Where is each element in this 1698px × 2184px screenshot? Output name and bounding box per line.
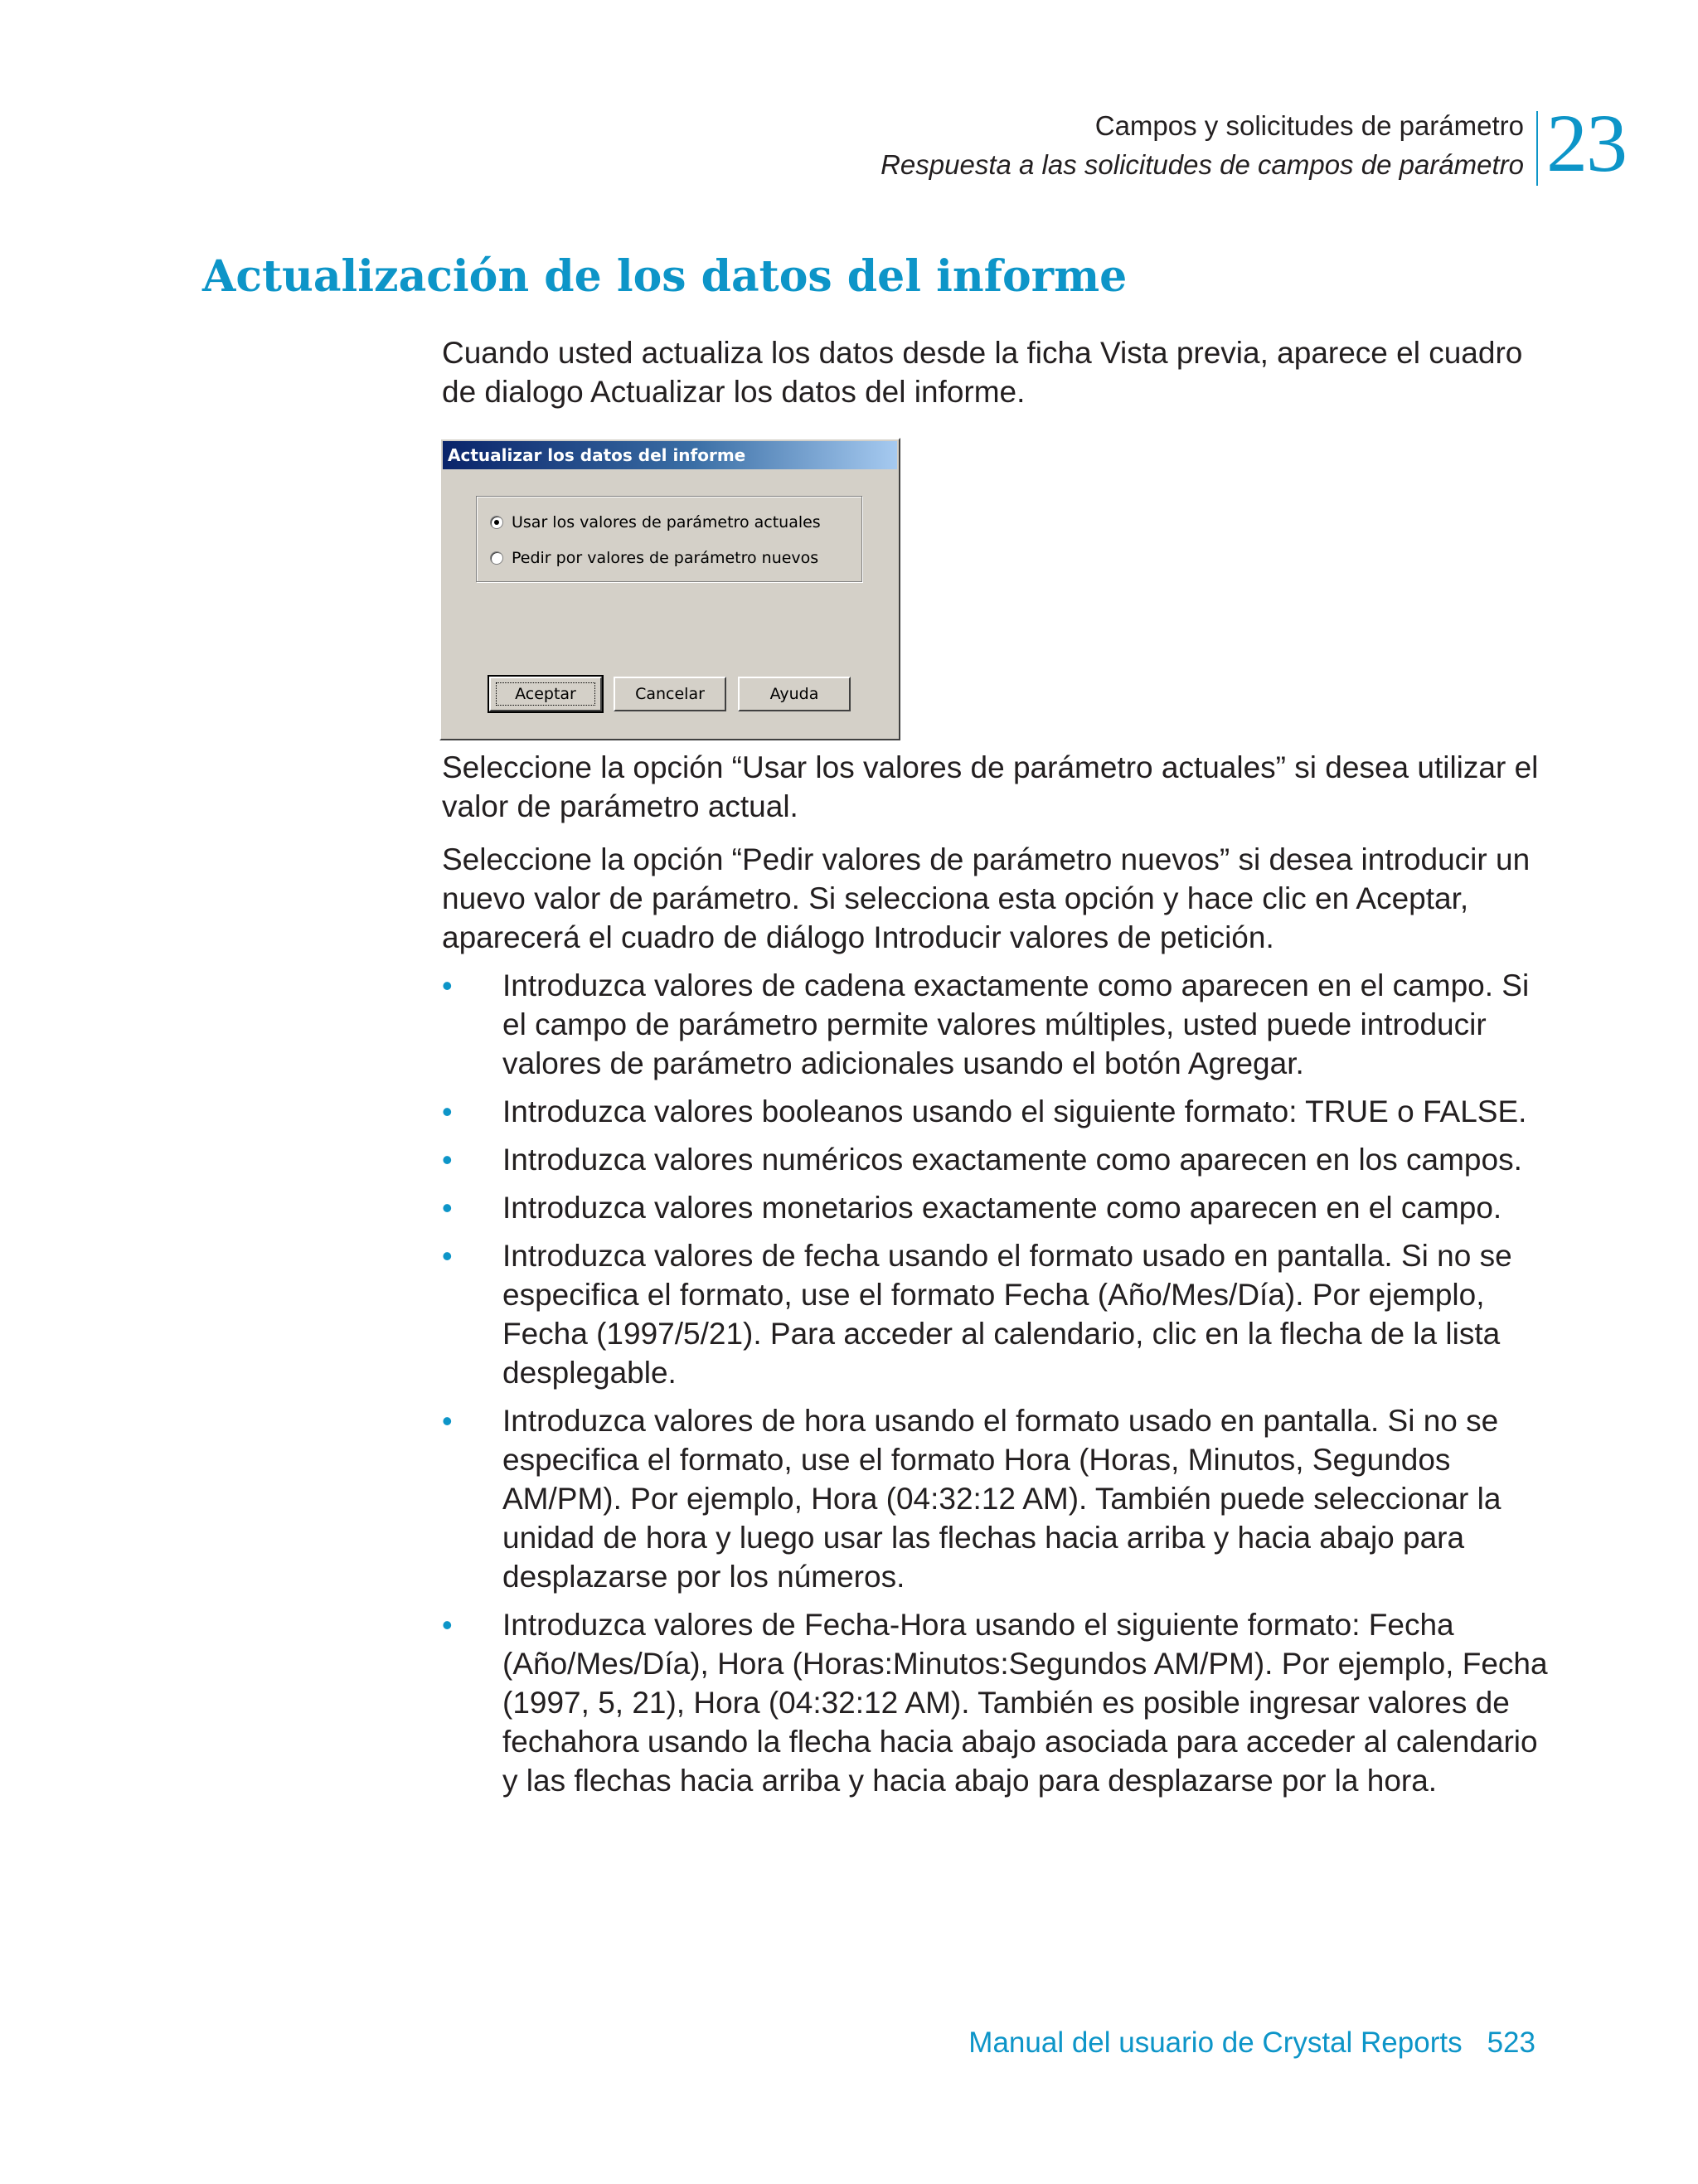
section-title: Actualización de los datos del informe [202, 251, 1128, 302]
bullet-icon: • [442, 1191, 453, 1225]
page-footer [968, 2023, 1535, 2063]
radio-unchecked-icon[interactable] [490, 551, 503, 565]
section-subtitle: Respuesta a las solicitudes de campos de parámetro [881, 149, 1524, 180]
bullet-icon: • [442, 1239, 453, 1273]
page-number: 523 [1487, 2026, 1535, 2059]
option1-paragraph: Seleccione la opción “Usar los valores de parámetro actuales” si desea utilizar el valor de parámetro actual. [442, 750, 1539, 823]
chapter-number: 23 [1546, 97, 1626, 189]
list-item: • Introduzca valores de Fecha-Hora usando el siguiente formato: Fecha (Año/Mes/Día), Hora (Horas:Minutos:Segundos AM/PM). Por ejemplo, Fecha (1997, 5, 21), Hora (04:32:12 AM). También es posible ingresar valores de fechahora usando la flecha hacia abajo asociada para acceder al calendario y las flechas hacia arriba y hacia abajo para desplazarse por la hora. [442, 1605, 1561, 1800]
ok-button-label: Aceptar [496, 682, 595, 706]
help-button[interactable]: Ayuda [738, 677, 851, 711]
list-item: • Introduzca valores numéricos exactamente como aparecen en los campos. [442, 1140, 1561, 1179]
list-item: • Introduzca valores de fecha usando el formato usado en pantalla. Si no se especifica el formato, use el formato Fecha (Año/Mes/Día). Por ejemplo, Fecha (1997/5/21). Para acceder al calendario, clic en la flecha de la lista desplegable. [442, 1236, 1561, 1392]
dialog-title-bar: Actualizar los datos del informe [443, 441, 897, 469]
bullet-icon: • [442, 1094, 453, 1128]
manual-title: Manual del usuario de Crystal Reports [968, 2026, 1463, 2059]
header-divider [1536, 111, 1538, 186]
radio-prompt-new-label: Pedir por valores de parámetro nuevos [512, 549, 819, 567]
refresh-dialog [439, 438, 900, 740]
bullet-list [442, 966, 1561, 1809]
list-item: • Introduzca valores de hora usando el formato usado en pantalla. Si no se especifica el formato, use el formato Hora (Horas, Minutos, Segundos AM/PM). Por ejemplo, Hora (04:32:12 AM). También puede seleccionar la unidad de hora y luego usar las flechas hacia arriba y hacia abajo para desplazarse por los números. [442, 1401, 1561, 1596]
cancel-button[interactable]: Cancelar [614, 677, 726, 711]
bullet-icon: • [442, 968, 453, 1002]
list-item: • Introduzca valores de cadena exactamente como aparecen en el campo. Si el campo de parámetro permite valores múltiples, usted puede introducir valores de parámetro adicionales usando el botón Agregar. [442, 966, 1561, 1083]
bullet-icon: • [442, 1143, 453, 1177]
list-item: • Introduzca valores monetarios exactamente como aparecen en el campo. [442, 1188, 1561, 1227]
options-group [476, 496, 862, 582]
chapter-title: Campos y solicitudes de parámetro [1094, 110, 1524, 141]
radio-prompt-new[interactable] [490, 549, 818, 567]
radio-use-current[interactable] [490, 513, 821, 531]
list-item: • Introduzca valores booleanos usando el siguiente formato: TRUE o FALSE. [442, 1092, 1561, 1131]
bullet-icon: • [442, 1404, 453, 1438]
radio-checked-icon[interactable] [490, 516, 503, 529]
ok-button[interactable] [489, 677, 602, 711]
radio-use-current-label: Usar los valores de parámetro actuales [512, 513, 821, 531]
option2-paragraph: Seleccione la opción “Pedir valores de parámetro nuevos” si desea introducir un nuevo valor de parámetro. Si selecciona esta opción y hace clic en Aceptar, aparecerá el cuadro de diálogo Introducir valores de petición. [442, 842, 1531, 954]
running-header [881, 108, 1524, 186]
bullet-icon: • [442, 1608, 453, 1642]
intro-paragraph: Cuando usted actualiza los datos desde la ficha Vista previa, aparece el cuadro de dialogo Actualizar los datos del informe. [442, 336, 1523, 409]
